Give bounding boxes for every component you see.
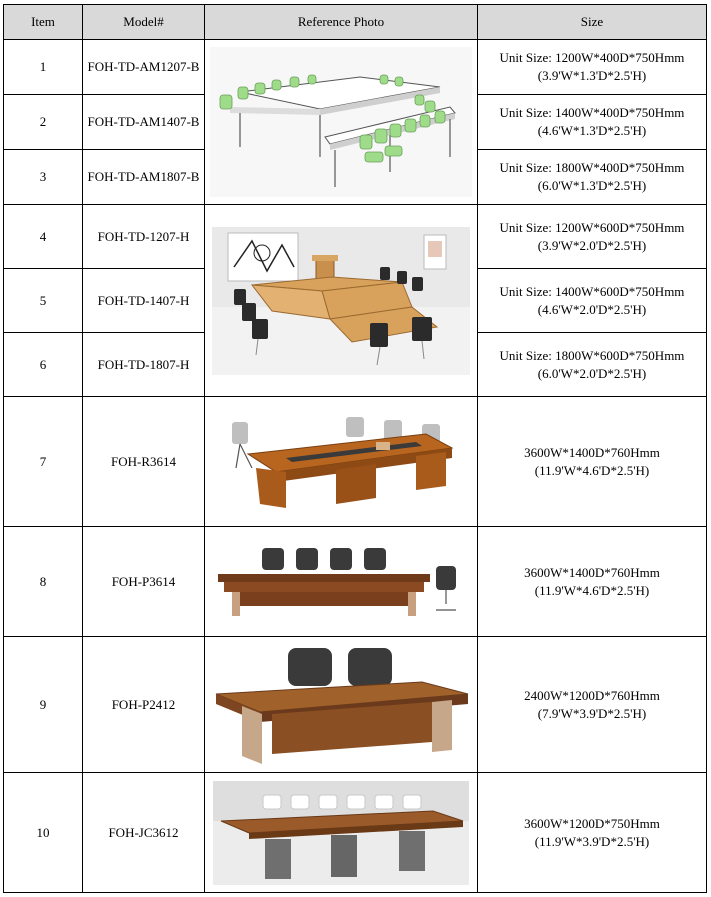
size-metric: 2400W*1200D*760Hmm — [524, 687, 660, 703]
item-cell: 2 — [4, 95, 83, 150]
header-model: Model# — [83, 5, 205, 40]
size-metric: Unit Size: 1800W*600D*750Hmm — [499, 347, 685, 363]
model-cell: FOH-TD-1807-H — [83, 333, 205, 397]
header-size: Size — [478, 5, 707, 40]
photo-cell-folding-tables — [205, 40, 478, 205]
model-cell: FOH-TD-AM1807-B — [83, 150, 205, 205]
header-photo: Reference Photo — [205, 5, 478, 40]
leather-chairs — [288, 648, 392, 686]
size-metric: 3600W*1400D*760Hmm — [524, 444, 660, 460]
size-cell — [478, 150, 707, 205]
table-header-row — [4, 5, 707, 40]
size-imperial: (6.0'W*1.3'D*2.5'H) — [537, 178, 647, 193]
item-cell: 1 — [4, 40, 83, 95]
size-cell — [478, 95, 707, 150]
size-metric: 3600W*1400D*760Hmm — [524, 564, 660, 580]
model-cell: FOH-TD-1207-H — [83, 205, 205, 269]
photo-cell-r3614 — [205, 397, 478, 527]
table-row — [4, 773, 707, 893]
size-metric: Unit Size: 1200W*600D*750Hmm — [499, 219, 685, 235]
wood-conference-table — [248, 434, 452, 508]
size-cell — [478, 269, 707, 333]
wood-conference-table — [218, 574, 430, 616]
size-imperial: (7.9'W*3.9'D*2.5'H) — [537, 705, 647, 721]
model-cell: FOH-R3614 — [83, 397, 205, 527]
table-row — [4, 397, 707, 527]
size-imperial: (11.9'W*3.9'D*2.5'H) — [534, 833, 650, 849]
size-cell — [478, 773, 707, 893]
size-cell — [478, 527, 707, 637]
jc3612-table-photo — [213, 781, 469, 885]
photo-cell-u-shape-tables — [205, 205, 478, 397]
item-cell: 9 — [4, 637, 83, 773]
table-row — [4, 637, 707, 773]
size-imperial: (4.6'W*2.0'D*2.5'H) — [537, 301, 647, 317]
model-cell: FOH-P2412 — [83, 637, 205, 773]
chair-bases — [236, 444, 252, 468]
model-cell: FOH-JC3612 — [83, 773, 205, 893]
folding-training-tables-photo — [210, 47, 472, 197]
size-cell — [478, 637, 707, 773]
table-row — [4, 40, 707, 95]
item-cell: 6 — [4, 333, 83, 397]
size-imperial: (3.9'W*2.0'D*2.5'H) — [537, 237, 647, 253]
size-cell — [478, 397, 707, 527]
item-cell: 10 — [4, 773, 83, 893]
photo-cell-p3614 — [205, 527, 478, 637]
item-cell: 3 — [4, 150, 83, 205]
size-imperial: (3.9'W*1.3'D*2.5'H) — [537, 68, 647, 83]
p3614-table-photo — [214, 544, 468, 620]
model-cell: FOH-P3614 — [83, 527, 205, 637]
photo-cell-jc3612 — [205, 773, 478, 893]
size-metric: Unit Size: 1800W*400D*750Hmm — [499, 160, 685, 175]
swivel-base — [436, 590, 456, 610]
size-metric: Unit Size: 1400W*600D*750Hmm — [499, 283, 685, 299]
size-metric: 3600W*1200D*750Hmm — [524, 815, 660, 831]
product-table — [3, 4, 707, 893]
table-row — [4, 527, 707, 637]
model-cell: FOH-TD-AM1207-B — [83, 40, 205, 95]
item-cell: 5 — [4, 269, 83, 333]
size-imperial: (6.0'W*2.0'D*2.5'H) — [537, 365, 647, 381]
header-item: Item — [4, 5, 83, 40]
size-imperial: (4.6'W*1.3'D*2.5'H) — [537, 123, 647, 138]
size-imperial: (11.9'W*4.6'D*2.5'H) — [534, 582, 650, 598]
model-cell: FOH-TD-AM1407-B — [83, 95, 205, 150]
size-metric: Unit Size: 1400W*400D*750Hmm — [499, 105, 685, 120]
item-cell: 4 — [4, 205, 83, 269]
size-imperial: (11.9'W*4.6'D*2.5'H) — [534, 462, 650, 478]
u-shape-conference-tables-photo — [212, 227, 470, 375]
size-cell — [478, 205, 707, 269]
item-cell: 8 — [4, 527, 83, 637]
item-cell: 7 — [4, 397, 83, 527]
r3614-table-photo — [226, 412, 456, 512]
size-cell — [478, 40, 707, 95]
p2412-table-photo — [212, 642, 470, 768]
photo-cell-p2412 — [205, 637, 478, 773]
size-metric: Unit Size: 1200W*400D*750Hmm — [499, 50, 685, 65]
table-row — [4, 205, 707, 269]
wood-conference-table — [216, 682, 468, 764]
size-cell — [478, 333, 707, 397]
model-cell: FOH-TD-1407-H — [83, 269, 205, 333]
